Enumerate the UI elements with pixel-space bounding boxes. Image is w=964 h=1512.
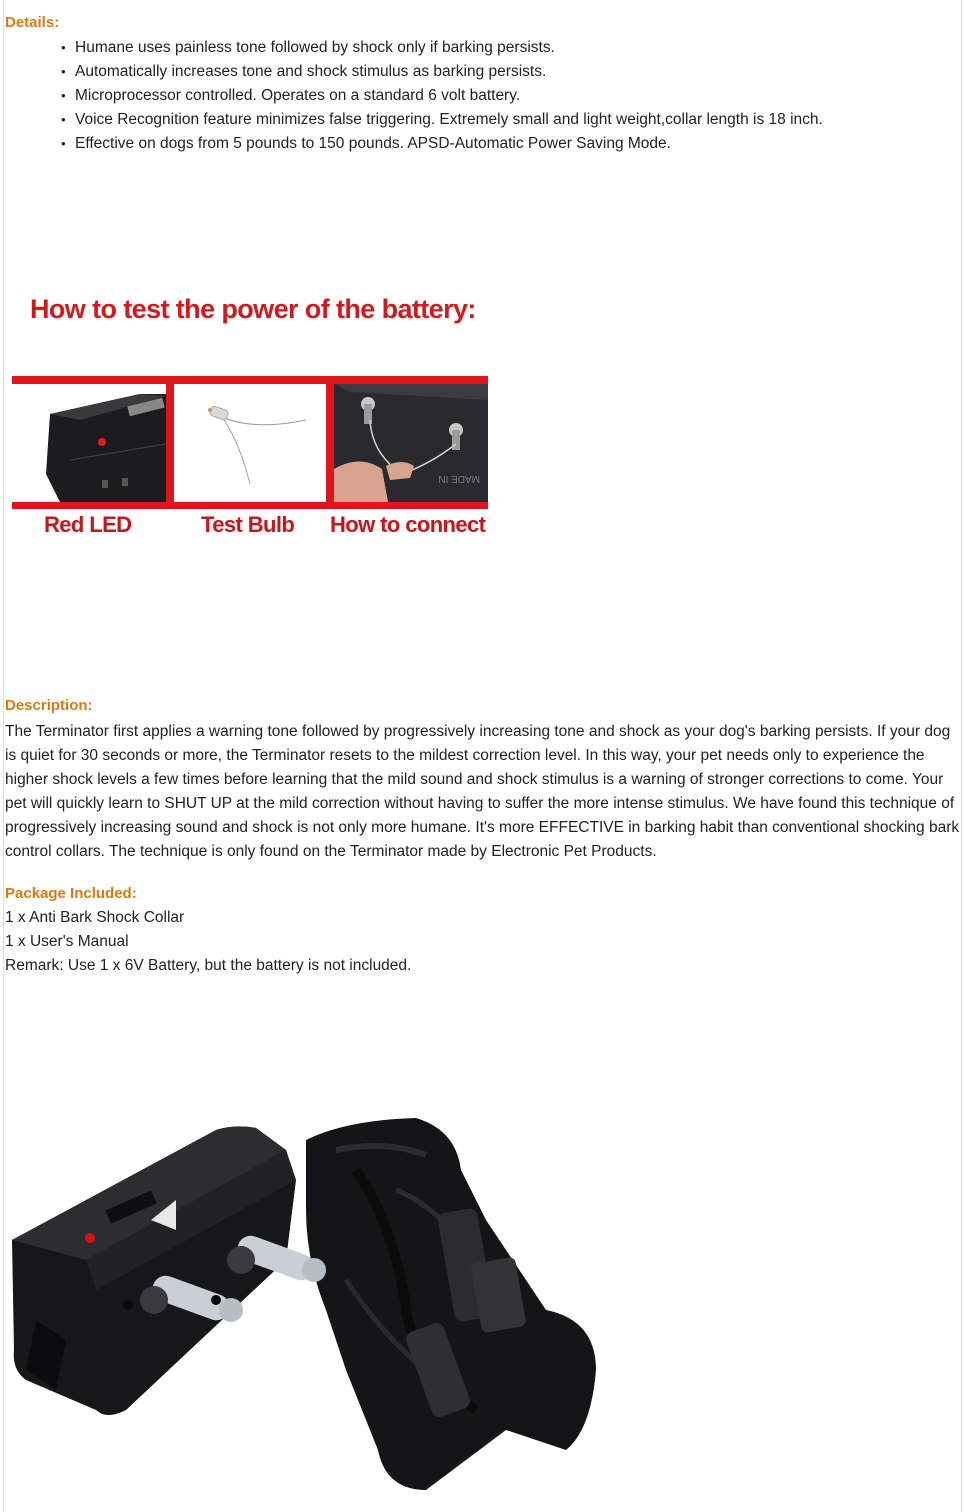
details-item: • Automatically increases tone and shock stimulus as barking persists. (5, 60, 945, 84)
details-list (5, 36, 945, 156)
right-border (961, 0, 962, 1512)
details-item: • Effective on dogs from 5 pounds to 150 pounds. APSD-Automatic Power Saving Mode. (5, 132, 945, 156)
details-item: • Voice Recognition feature minimizes false triggering. Extremely small and light weight,collar length is 18 inch. (5, 108, 945, 132)
caption-test-bulb: Test Bulb (201, 512, 295, 537)
caption-how-to-connect: How to connect (330, 512, 486, 537)
collar-strap-image (306, 1118, 596, 1490)
collar-receiver-image (12, 1126, 326, 1415)
description-heading: Description: (5, 697, 93, 714)
details-heading: Details: (5, 14, 60, 31)
made-in-text: MADE IN (438, 473, 480, 484)
red-led-photo (12, 384, 166, 502)
how-to-connect-photo (334, 384, 488, 502)
description-body: The Terminator first applies a warning tone followed by progressively increasing tone and shock as your dog's barking persists. If your dog is quiet for 30 seconds or more, the Terminator resets to the mildest correction level. In this way, your pet needs only to experience the higher shock levels a few times before learning that the mild sound and shock stimulus is a warning of stronger corrections to come. Your pet will quickly learn to SHUT UP at the mild correction without having to suffer the more intense stimulus. We have found this technique of progressively increasing sound and shock is not only more humane. It's more EFFECTIVE in barking habit than conventional shocking bark control collars. The technique is only found on the Terminator made by Electronic Pet Products. (5, 723, 960, 860)
battery-test-panels (10, 374, 490, 512)
package-item: 1 x User's Manual (5, 933, 129, 950)
battery-test-graphic (10, 290, 490, 550)
package-remark: Remark: Use 1 x 6V Battery, but the battery is not included. (5, 957, 412, 974)
test-bulb-photo (174, 384, 326, 502)
product-photo (6, 1110, 606, 1505)
package-list (5, 906, 945, 978)
battery-test-title: How to test the power of the battery: (30, 294, 476, 324)
details-item: • Microprocessor controlled. Operates on a standard 6 volt battery. (5, 84, 945, 108)
details-item: • Humane uses painless tone followed by shock only if barking persists. (5, 36, 945, 60)
left-border (3, 0, 4, 1512)
caption-red-led: Red LED (44, 512, 132, 537)
package-heading: Package Included: (5, 885, 137, 902)
package-item: 1 x Anti Bark Shock Collar (5, 909, 185, 926)
